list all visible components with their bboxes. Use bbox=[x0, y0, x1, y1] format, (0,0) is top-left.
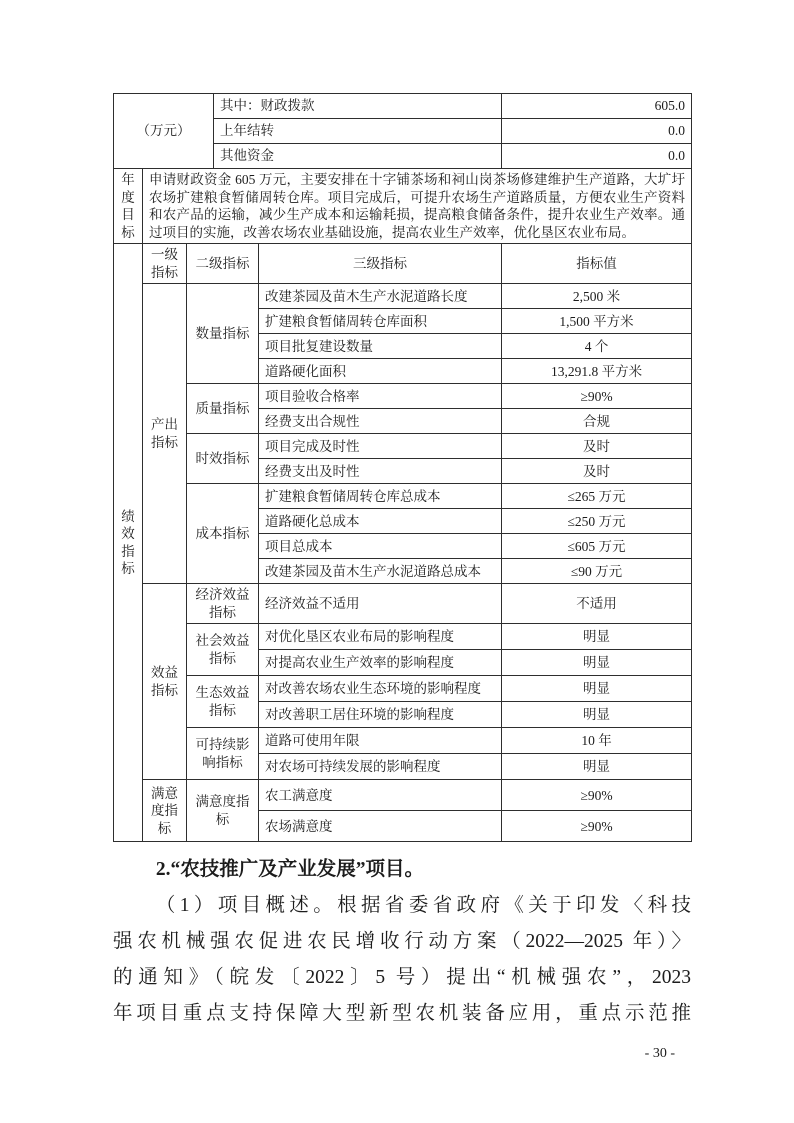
indicator-name: 项目验收合格率 bbox=[259, 384, 502, 409]
indicator-value: ≤605 万元 bbox=[502, 534, 692, 559]
indicator-value: 明显 bbox=[502, 676, 692, 702]
page-content bbox=[113, 93, 691, 1063]
indicator-value: 不适用 bbox=[502, 584, 692, 624]
indicator-name: 道路可使用年限 bbox=[259, 728, 502, 754]
level1-satisfaction: 满意度指标 bbox=[143, 780, 187, 842]
indicator-name: 道路硬化总成本 bbox=[259, 509, 502, 534]
annual-goal-text: 申请财政资金 605 万元，主要安排在十字铺茶场和祠山岗茶场修建维护生产道路，大圹圩农场扩建粮食暂储周转仓库。项目完成后，可提升农场生产道路质量，方便农业生产资料和农产品的运输，减少生产成本和运输耗损，提高粮食储备条件，提升农业生产效率。通过项目的实施，改善农场农业基础设施，提高农业生产效率，优化垦区农业布局。 bbox=[143, 169, 692, 244]
indicator-row bbox=[114, 284, 692, 309]
indicator-value: ≥90% bbox=[502, 780, 692, 811]
section-heading: 2.“农技推广及产业发展”项目。 bbox=[155, 859, 425, 881]
indicator-value: ≥90% bbox=[502, 384, 692, 409]
indicator-value: 明显 bbox=[502, 624, 692, 650]
indicator-name: 对改善农场农业生态环境的影响程度 bbox=[259, 676, 502, 702]
performance-section-label: 绩效指标 bbox=[114, 244, 143, 842]
level2-sustainable: 可持续影响指标 bbox=[187, 728, 259, 780]
funding-row-label: 其中：财政拨款 bbox=[214, 94, 502, 119]
indicator-name: 农场满意度 bbox=[259, 811, 502, 842]
indicator-value: ≥90% bbox=[502, 811, 692, 842]
indicator-name: 改建茶园及苗木生产水泥道路总成本 bbox=[259, 559, 502, 584]
indicator-value: ≤90 万元 bbox=[502, 559, 692, 584]
level2-quality: 质量指标 bbox=[187, 384, 259, 434]
level2-ecological: 生态效益指标 bbox=[187, 676, 259, 728]
indicator-row bbox=[114, 624, 692, 650]
level1-benefit: 效益指标 bbox=[143, 584, 187, 780]
funding-unit-label: （万元） bbox=[114, 94, 214, 169]
paragraph-line: 年项目重点支持保障大型新型农机装备应用，重点示范推 bbox=[113, 1003, 691, 1025]
annual-goal-row bbox=[114, 169, 692, 244]
funding-row-value: 605.0 bbox=[502, 94, 692, 119]
indicator-name: 项目批复建设数量 bbox=[259, 334, 502, 359]
level2-timeliness: 时效指标 bbox=[187, 434, 259, 484]
indicator-value: 及时 bbox=[502, 434, 692, 459]
indicator-row bbox=[114, 584, 692, 624]
indicator-row bbox=[114, 384, 692, 409]
indicator-value: 明显 bbox=[502, 702, 692, 728]
funding-row-label: 上年结转 bbox=[214, 119, 502, 144]
header-level3: 三级指标 bbox=[259, 244, 502, 284]
paragraph-line: （1）项目概述。根据省委省政府《关于印发〈科技 bbox=[155, 895, 691, 917]
indicator-value: ≤265 万元 bbox=[502, 484, 692, 509]
indicator-value: 13,291.8 平方米 bbox=[502, 359, 692, 384]
indicator-name: 经费支出及时性 bbox=[259, 459, 502, 484]
level2-quantity: 数量指标 bbox=[187, 284, 259, 384]
level2-social: 社会效益指标 bbox=[187, 624, 259, 676]
indicator-row bbox=[114, 484, 692, 509]
indicator-row bbox=[114, 780, 692, 811]
budget-performance-table bbox=[113, 93, 692, 842]
indicator-name: 项目总成本 bbox=[259, 534, 502, 559]
indicator-name: 经济效益不适用 bbox=[259, 584, 502, 624]
level2-cost: 成本指标 bbox=[187, 484, 259, 584]
indicator-name: 对农场可持续发展的影响程度 bbox=[259, 754, 502, 780]
indicator-name: 道路硬化面积 bbox=[259, 359, 502, 384]
header-level2: 二级指标 bbox=[187, 244, 259, 284]
indicator-name: 对改善职工居住环境的影响程度 bbox=[259, 702, 502, 728]
indicator-value: 明显 bbox=[502, 754, 692, 780]
indicator-value: 4 个 bbox=[502, 334, 692, 359]
indicator-row bbox=[114, 676, 692, 702]
indicator-value: 10 年 bbox=[502, 728, 692, 754]
level2-satisfaction: 满意度指标 bbox=[187, 780, 259, 842]
indicator-name: 对提高农业生产效率的影响程度 bbox=[259, 650, 502, 676]
funding-row-value: 0.0 bbox=[502, 119, 692, 144]
indicator-name: 农工满意度 bbox=[259, 780, 502, 811]
indicator-row bbox=[114, 728, 692, 754]
paragraph-line: 的通知》（皖发〔2022〕5 号）提出“机械强农”，2023 bbox=[113, 967, 691, 989]
funding-row-value: 0.0 bbox=[502, 144, 692, 169]
indicator-name: 扩建粮食暂储周转仓库面积 bbox=[259, 309, 502, 334]
indicator-name: 改建茶园及苗木生产水泥道路长度 bbox=[259, 284, 502, 309]
indicator-value: 明显 bbox=[502, 650, 692, 676]
performance-header-row bbox=[114, 244, 692, 284]
level2-economic: 经济效益指标 bbox=[187, 584, 259, 624]
indicator-value: 2,500 米 bbox=[502, 284, 692, 309]
indicator-name: 经费支出合规性 bbox=[259, 409, 502, 434]
funding-row bbox=[114, 94, 692, 119]
page-number: - 30 - bbox=[644, 1046, 675, 1062]
section-2 bbox=[113, 852, 691, 1032]
indicator-value: ≤250 万元 bbox=[502, 509, 692, 534]
indicator-value: 1,500 平方米 bbox=[502, 309, 692, 334]
annual-goal-label: 年度目标 bbox=[114, 169, 143, 244]
indicator-value: 及时 bbox=[502, 459, 692, 484]
header-value: 指标值 bbox=[502, 244, 692, 284]
indicator-name: 对优化垦区农业布局的影响程度 bbox=[259, 624, 502, 650]
paragraph-line: 强农机械强农促进农民增收行动方案（2022—2025 年）〉 bbox=[113, 931, 691, 953]
header-level1: 一级指标 bbox=[143, 244, 187, 284]
level1-output: 产出指标 bbox=[143, 284, 187, 584]
indicator-value: 合规 bbox=[502, 409, 692, 434]
indicator-row bbox=[114, 434, 692, 459]
funding-row-label: 其他资金 bbox=[214, 144, 502, 169]
indicator-name: 扩建粮食暂储周转仓库总成本 bbox=[259, 484, 502, 509]
indicator-name: 项目完成及时性 bbox=[259, 434, 502, 459]
